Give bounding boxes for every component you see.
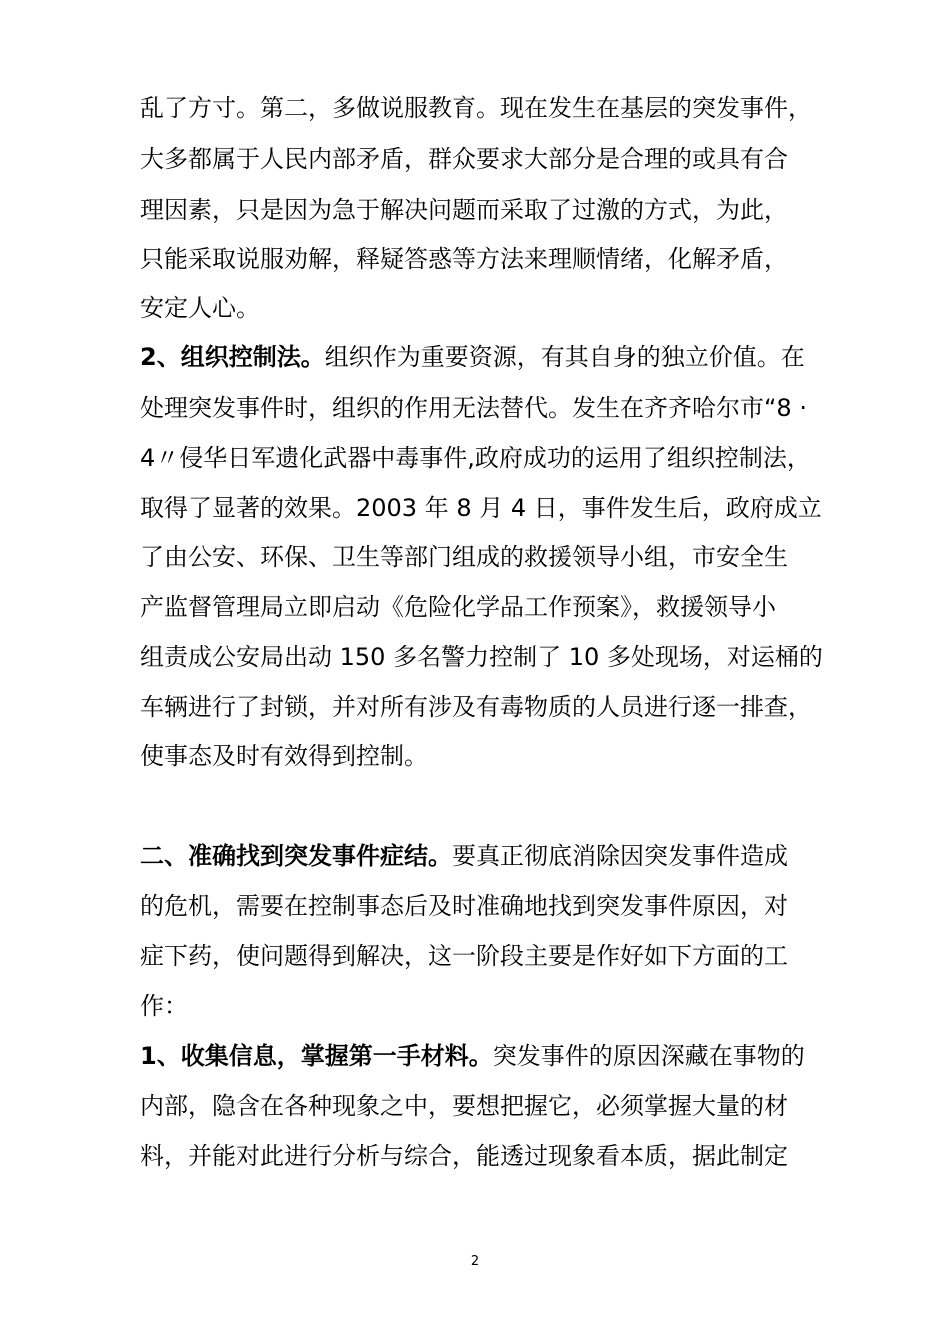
text-line: 作： [140, 992, 188, 1020]
page-number: 2 [470, 1254, 480, 1269]
text-line: 内部，隐含在各种现象之中，要想把握它，必须掌握大量的材 [140, 1092, 788, 1120]
text-line: 产监督管理局立即启动《危险化学品工作预案》，救援领导小 [140, 593, 776, 621]
text-line: 1、收集信息，掌握第一手材料。突发事件的原因深藏在事物的 [140, 1042, 805, 1070]
text-line: 处理突发事件时，组织的作用无法替代。发生在齐齐哈尔市“8 · [140, 394, 807, 422]
text-line: 车辆进行了封锁，并对所有涉及有毒物质的人员进行逐一排查， [140, 693, 812, 721]
text-line: 理因素，只是因为急于解决问题而采取了过激的方式，为此， [140, 196, 788, 224]
text-line: 了由公安、环保、卫生等部门组成的救援领导小组，市安全生 [140, 543, 788, 571]
text-line: 二、准确找到突发事件症结。要真正彻底消除因突发事件造成 [140, 842, 788, 870]
text-line: 组责成公安局出动 150 多名警力控制了 10 多处现场，对运桶的 [140, 643, 823, 671]
section-heading: 2、组织控制法。 [140, 343, 325, 371]
text-line: 乱了方寸。第二，多做说服教育。现在发生在基层的突发事件， [140, 94, 812, 122]
text-line: 的危机，需要在控制事态后及时准确地找到突发事件原因，对 [140, 892, 788, 920]
text-line: 料，并能对此进行分析与综合，能透过现象看本质，据此制定 [140, 1142, 788, 1170]
text-line: 大多都属于人民内部矛盾，群众要求大部分是合理的或具有合 [140, 145, 788, 173]
section-heading: 二、准确找到突发事件症结。 [140, 842, 452, 870]
text-line: 使事态及时有效得到控制。 [140, 742, 428, 770]
text-line: 只能采取说服劝解，释疑答惑等方法来理顺情绪，化解矛盾， [140, 245, 788, 273]
text-line: 症下药，使问题得到解决，这一阶段主要是作好如下方面的工 [140, 942, 788, 970]
text-line: 4〃侵华日军遗化武器中毒事件,政府成功的运用了组织控制法， [140, 444, 811, 472]
text-line: 2、组织控制法。组织作为重要资源，有其自身的独立价值。在 [140, 343, 805, 371]
text-line: 安定人心。 [140, 294, 260, 322]
section-heading: 1、收集信息，掌握第一手材料。 [140, 1042, 493, 1070]
text-line: 取得了显著的效果。2003 年 8 月 4 日，事件发生后，政府成立 [140, 494, 822, 522]
